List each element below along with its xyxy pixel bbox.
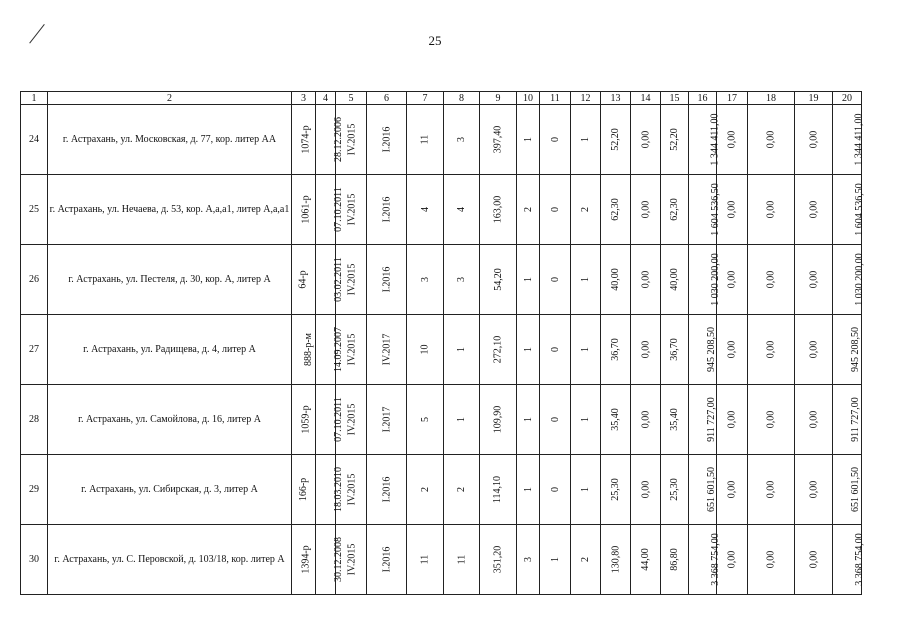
table-cell-c18 <box>748 525 795 595</box>
table-cell-c9 <box>480 525 517 595</box>
table-cell-c20 <box>833 455 862 525</box>
table-cell-c17 <box>717 175 748 245</box>
cell-value: 1059-р <box>300 405 312 434</box>
table-cell-address: г. Астрахань, ул. Самойлова, д. 16, литер А <box>48 385 292 455</box>
table-cell-c14 <box>631 385 661 455</box>
table-cell-address: г. Астрахань, ул. Московская, д. 77, кор. литер АА <box>48 105 292 175</box>
cell-value: 0,00 <box>640 130 651 149</box>
cell-value: 07.10.2011 <box>332 187 344 232</box>
column-header: 5 <box>336 92 367 105</box>
cell-value: IV.2015 <box>346 193 358 226</box>
table-cell-c18 <box>748 315 795 385</box>
column-header: 3 <box>292 92 316 105</box>
cell-value: 4 <box>456 207 467 212</box>
table-cell-date <box>316 245 344 315</box>
cell-value: 3 <box>456 137 467 142</box>
table-cell-c11 <box>540 245 571 315</box>
table-cell-c12 <box>571 245 601 315</box>
cell-value: 945 208,50 <box>850 327 861 372</box>
table-cell-c8 <box>444 455 480 525</box>
cell-value: 2 <box>580 207 591 212</box>
cell-value: 0,00 <box>726 410 738 429</box>
table-cell-end <box>367 175 407 245</box>
table-cell-c12 <box>571 315 601 385</box>
cell-value: 0,00 <box>808 340 819 359</box>
cell-value: 1 344 411,00 <box>709 113 721 166</box>
cell-value: 1 <box>522 347 534 352</box>
cell-value: 1 <box>580 347 591 352</box>
table-cell-c16 <box>689 175 721 245</box>
table-row <box>21 525 862 595</box>
table-cell-c12 <box>571 385 601 455</box>
table-cell-c14 <box>631 245 661 315</box>
table-cell-c12 <box>571 455 601 525</box>
cell-value: 03.02.2011 <box>332 257 344 302</box>
cell-value: 0 <box>549 277 561 282</box>
column-header: 13 <box>601 92 631 105</box>
cell-value: 11 <box>455 554 467 565</box>
table-cell-address: г. Астрахань, ул. С. Перовской, д. 103/18, кор. литер А <box>48 525 292 595</box>
table-cell-c8 <box>444 245 480 315</box>
cell-value: 911 727,00 <box>705 397 717 442</box>
cell-value: 52,20 <box>610 128 621 151</box>
cell-value: 1 604 536,50 <box>853 183 865 236</box>
table-cell-c18 <box>748 385 795 455</box>
cell-value: 1 344 411,00 <box>853 113 865 166</box>
table-cell-c8 <box>444 105 480 175</box>
column-header: 18 <box>748 92 795 105</box>
table-cell-c20 <box>833 385 862 455</box>
cell-value: 1 <box>549 557 561 562</box>
cell-value: IV.2017 <box>380 333 392 366</box>
table-cell-c11 <box>540 455 571 525</box>
pen-mark <box>29 24 45 44</box>
cell-value: 1 <box>522 137 534 142</box>
cell-value: 0,00 <box>765 200 777 219</box>
cell-value: 5 <box>419 417 431 422</box>
cell-value: 109,90 <box>492 405 504 434</box>
cell-value: 62,30 <box>610 198 621 221</box>
cell-value: I.2017 <box>381 406 392 433</box>
cell-value: 397,40 <box>492 125 504 154</box>
column-header: 16 <box>689 92 717 105</box>
table-cell-num: 25 <box>21 175 48 245</box>
cell-value: 0,00 <box>726 480 738 499</box>
cell-value: 3 <box>522 557 534 562</box>
table-cell-c17 <box>717 455 748 525</box>
table-cell-num: 26 <box>21 245 48 315</box>
table-cell-c17 <box>717 105 748 175</box>
cell-value: 651 601,50 <box>706 467 717 512</box>
cell-value: 0,00 <box>765 130 777 149</box>
cell-value: 14.09.2007 <box>333 327 344 372</box>
table-cell-c18 <box>748 245 795 315</box>
cell-value: 4 <box>419 207 431 212</box>
table-cell-c13 <box>601 385 631 455</box>
cell-value: 1 <box>522 487 534 492</box>
cell-value: 3 368 754,00 <box>709 533 721 586</box>
cell-value: 1 <box>580 137 591 142</box>
cell-value: 1 <box>522 417 534 422</box>
cell-value: 11 <box>419 554 431 565</box>
cell-value: 0,00 <box>765 340 777 359</box>
cell-value: 888-р-м <box>303 333 314 366</box>
table-cell-c10 <box>517 315 540 385</box>
column-header: 20 <box>833 92 862 105</box>
table-cell-c16 <box>689 315 717 385</box>
table-row <box>21 105 862 175</box>
table-cell-c18 <box>748 175 795 245</box>
table-cell-c16 <box>689 245 721 315</box>
table-cell-c19 <box>795 105 833 175</box>
cell-value: 44,00 <box>640 548 651 571</box>
table-cell-c8 <box>444 525 480 595</box>
column-header: 1 <box>21 92 48 105</box>
cell-value: 0,00 <box>726 550 738 569</box>
table-cell-order <box>292 455 316 525</box>
cell-value: 25,30 <box>610 478 621 501</box>
cell-value: 0,00 <box>808 480 819 499</box>
cell-value: 0,00 <box>808 130 819 149</box>
table-cell-c14 <box>631 525 661 595</box>
table-cell-c16 <box>689 105 721 175</box>
table-cell-c19 <box>795 245 833 315</box>
column-header: 4 <box>316 92 336 105</box>
table-cell-c13 <box>601 105 631 175</box>
cell-value: 0 <box>549 207 561 212</box>
table-cell-c10 <box>517 525 540 595</box>
cell-value: 0,00 <box>808 270 819 289</box>
cell-value: 62,30 <box>669 198 680 221</box>
table-cell-date <box>316 525 344 595</box>
table-cell-end <box>367 385 407 455</box>
table-cell-c20 <box>833 315 862 385</box>
table-cell-c7 <box>407 175 444 245</box>
cell-value: 1 030 200,00 <box>709 253 721 306</box>
table-cell-c7 <box>407 105 444 175</box>
table-cell-num: 30 <box>21 525 48 595</box>
cell-value: 07.10.2011 <box>332 397 344 442</box>
cell-value: 64-р <box>298 270 309 289</box>
page-number: 25 <box>428 33 442 48</box>
table-cell-c20 <box>833 525 865 595</box>
cell-value: 35,40 <box>610 408 621 431</box>
cell-value: 18.03.2010 <box>333 467 344 512</box>
table-cell-c11 <box>540 525 571 595</box>
table-cell-c10 <box>517 175 540 245</box>
table-cell-address: г. Астрахань, ул. Пестеля, д. 30, кор. А, литер А <box>48 245 292 315</box>
cell-value: 54,20 <box>492 268 504 291</box>
table-cell-c7 <box>407 455 444 525</box>
table-cell-c15 <box>661 385 689 455</box>
cell-value: 25,30 <box>669 478 680 501</box>
cell-value: 351,20 <box>492 545 504 574</box>
cell-value: 0,00 <box>808 550 819 569</box>
table-cell-c11 <box>540 105 571 175</box>
table-cell-c17 <box>717 525 748 595</box>
table-cell-c14 <box>631 105 661 175</box>
cell-value: 0,00 <box>726 340 738 359</box>
table-cell-order <box>292 175 316 245</box>
table-cell-c17 <box>717 315 748 385</box>
cell-value: 0 <box>549 487 561 492</box>
table-cell-c17 <box>717 245 748 315</box>
header-row <box>21 92 862 105</box>
cell-value: IV.2015 <box>346 473 358 506</box>
table-cell-end <box>367 455 407 525</box>
table-cell-c19 <box>795 455 833 525</box>
cell-value: IV.2015 <box>346 543 358 576</box>
table-cell-c20 <box>833 245 865 315</box>
cell-value: 1 <box>580 277 591 282</box>
cell-value: IV.2015 <box>346 123 358 156</box>
cell-value: 2 <box>419 487 431 492</box>
register-table <box>20 91 865 595</box>
cell-value: 1 <box>522 277 534 282</box>
cell-value: 651 601,50 <box>850 467 861 512</box>
table-row <box>21 455 862 525</box>
cell-value: 114,10 <box>492 475 504 504</box>
table-cell-c15 <box>661 175 689 245</box>
cell-value: 1074-р <box>300 125 312 154</box>
table-cell-c9 <box>480 455 517 525</box>
cell-value: 11 <box>419 134 431 145</box>
cell-value: 30.12.2008 <box>333 537 344 582</box>
cell-value: IV.2015 <box>346 403 358 436</box>
table-cell-order <box>292 245 316 315</box>
table-cell-c9 <box>480 385 517 455</box>
table-cell-num: 24 <box>21 105 48 175</box>
cell-value: I.2016 <box>381 266 392 293</box>
table-cell-date <box>316 455 344 525</box>
cell-value: 0 <box>549 417 561 422</box>
table-row <box>21 175 862 245</box>
cell-value: 28.12.2006 <box>333 117 344 162</box>
cell-value: 1 <box>456 347 467 352</box>
cell-value: 1 030 200,00 <box>853 253 865 306</box>
table-cell-c12 <box>571 525 601 595</box>
table-cell-c14 <box>631 175 661 245</box>
table-cell-c10 <box>517 455 540 525</box>
cell-value: 1 <box>456 417 467 422</box>
cell-value: 0,00 <box>640 340 651 359</box>
table-cell-c7 <box>407 315 444 385</box>
table-cell-c19 <box>795 315 833 385</box>
cell-value: 163,00 <box>492 195 504 224</box>
column-header: 6 <box>367 92 407 105</box>
table-cell-date <box>316 385 344 455</box>
table-row <box>21 245 862 315</box>
table-cell-c16 <box>689 525 721 595</box>
cell-value: 0,00 <box>808 410 819 429</box>
table-cell-c15 <box>661 245 689 315</box>
table-cell-c13 <box>601 245 631 315</box>
cell-value: 40,00 <box>610 268 621 291</box>
cell-value: 1 604 536,50 <box>709 183 721 236</box>
cell-value: 1394-р <box>300 545 312 574</box>
table-cell-num: 27 <box>21 315 48 385</box>
cell-value: 1 <box>580 417 591 422</box>
table-cell-c8 <box>444 315 480 385</box>
table-cell-c13 <box>601 525 631 595</box>
column-header: 2 <box>48 92 292 105</box>
table-cell-c7 <box>407 385 444 455</box>
table-cell-c13 <box>601 455 631 525</box>
table-cell-order <box>292 385 316 455</box>
table-cell-num: 28 <box>21 385 48 455</box>
column-header: 12 <box>571 92 601 105</box>
table-cell-c10 <box>517 245 540 315</box>
table-cell-c16 <box>689 385 717 455</box>
table-cell-address: г. Астрахань, ул. Сибирская, д. 3, литер А <box>48 455 292 525</box>
cell-value: 945 208,50 <box>706 327 717 372</box>
cell-value: 0,00 <box>808 200 819 219</box>
cell-value: 36,70 <box>669 338 680 361</box>
table-cell-c13 <box>601 315 631 385</box>
table-cell-c19 <box>795 175 833 245</box>
cell-value: 911 727,00 <box>849 397 861 442</box>
cell-value: 40,00 <box>669 268 680 291</box>
table-cell-c18 <box>748 455 795 525</box>
cell-value: 0,00 <box>765 270 777 289</box>
table-cell-address: г. Астрахань, ул. Нечаева, д. 53, кор. А,а,а1, литер А,а,а1 <box>48 175 292 245</box>
column-header: 7 <box>407 92 444 105</box>
table-cell-c8 <box>444 385 480 455</box>
cell-value: 3 <box>419 277 431 282</box>
cell-value: 0,00 <box>640 480 651 499</box>
column-header: 19 <box>795 92 833 105</box>
table-cell-c7 <box>407 525 444 595</box>
cell-value: 86,80 <box>669 548 680 571</box>
table-cell-end <box>367 245 407 315</box>
table-cell-c7 <box>407 245 444 315</box>
column-header: 17 <box>717 92 748 105</box>
cell-value: 0,00 <box>640 200 651 219</box>
table-cell-c11 <box>540 175 571 245</box>
table-cell-date <box>316 315 344 385</box>
table-cell-order <box>292 525 316 595</box>
table-cell-c16 <box>689 455 717 525</box>
cell-value: 1 <box>580 487 591 492</box>
cell-value: 0,00 <box>765 550 777 569</box>
column-header: 15 <box>661 92 689 105</box>
cell-value: I.2016 <box>381 126 392 153</box>
cell-value: 130,80 <box>610 545 621 574</box>
table-row <box>21 385 862 455</box>
table-cell-c11 <box>540 315 571 385</box>
table-cell-order <box>292 315 316 385</box>
table-cell-num: 29 <box>21 455 48 525</box>
table-cell-end <box>367 525 407 595</box>
cell-value: 272,10 <box>492 335 504 364</box>
cell-value: 2 <box>580 557 591 562</box>
cell-value: 35,40 <box>669 408 680 431</box>
table-cell-c19 <box>795 525 833 595</box>
cell-value: 2 <box>456 487 467 492</box>
table-cell-c15 <box>661 525 689 595</box>
column-header: 14 <box>631 92 661 105</box>
column-header: 10 <box>517 92 540 105</box>
cell-value: 0 <box>549 137 561 142</box>
table-cell-c18 <box>748 105 795 175</box>
table-cell-c17 <box>717 385 748 455</box>
cell-value: IV.2015 <box>346 333 358 366</box>
cell-value: 0,00 <box>765 410 777 429</box>
table-cell-c14 <box>631 315 661 385</box>
cell-value: I.2016 <box>381 546 392 573</box>
cell-value: 0,00 <box>726 200 738 219</box>
table-cell-date <box>316 105 344 175</box>
table-cell-c9 <box>480 315 517 385</box>
table-cell-c9 <box>480 245 517 315</box>
cell-value: 0,00 <box>765 480 777 499</box>
cell-value: 0,00 <box>640 270 651 289</box>
table-cell-end <box>367 105 407 175</box>
cell-value: 3 368 754,00 <box>853 533 865 586</box>
cell-value: 0,00 <box>726 270 738 289</box>
column-header: 11 <box>540 92 571 105</box>
cell-value: 1061-р <box>300 195 312 224</box>
table-cell-c10 <box>517 105 540 175</box>
table-cell-address: г. Астрахань, ул. Радищева, д. 4, литер А <box>48 315 292 385</box>
table-cell-c12 <box>571 105 601 175</box>
table-cell-c13 <box>601 175 631 245</box>
table-cell-c15 <box>661 315 689 385</box>
table-cell-c10 <box>517 385 540 455</box>
cell-value: 166-р <box>298 477 310 502</box>
cell-value: 0 <box>549 347 561 352</box>
table-cell-c15 <box>661 455 689 525</box>
table-cell-order <box>292 105 316 175</box>
table-cell-c11 <box>540 385 571 455</box>
table-cell-c9 <box>480 105 517 175</box>
cell-value: 10 <box>419 344 431 355</box>
cell-value: 36,70 <box>610 338 621 361</box>
table-cell-c20 <box>833 105 865 175</box>
table-cell-end <box>367 315 407 385</box>
cell-value: IV.2015 <box>346 263 358 296</box>
table-cell-c19 <box>795 385 833 455</box>
table-cell-c15 <box>661 105 689 175</box>
table-cell-c20 <box>833 175 865 245</box>
cell-value: I.2016 <box>381 476 392 503</box>
cell-value: 52,20 <box>669 128 680 151</box>
table-cell-c9 <box>480 175 517 245</box>
cell-value: 0,00 <box>640 410 651 429</box>
table-cell-date <box>316 175 344 245</box>
table-cell-c12 <box>571 175 601 245</box>
cell-value: 0,00 <box>726 130 738 149</box>
table-cell-c8 <box>444 175 480 245</box>
cell-value: I.2016 <box>381 196 392 223</box>
table-row <box>21 315 862 385</box>
cell-value: 2 <box>522 207 534 212</box>
column-header: 8 <box>444 92 480 105</box>
cell-value: 3 <box>456 277 467 282</box>
table-cell-c14 <box>631 455 661 525</box>
column-header: 9 <box>480 92 517 105</box>
